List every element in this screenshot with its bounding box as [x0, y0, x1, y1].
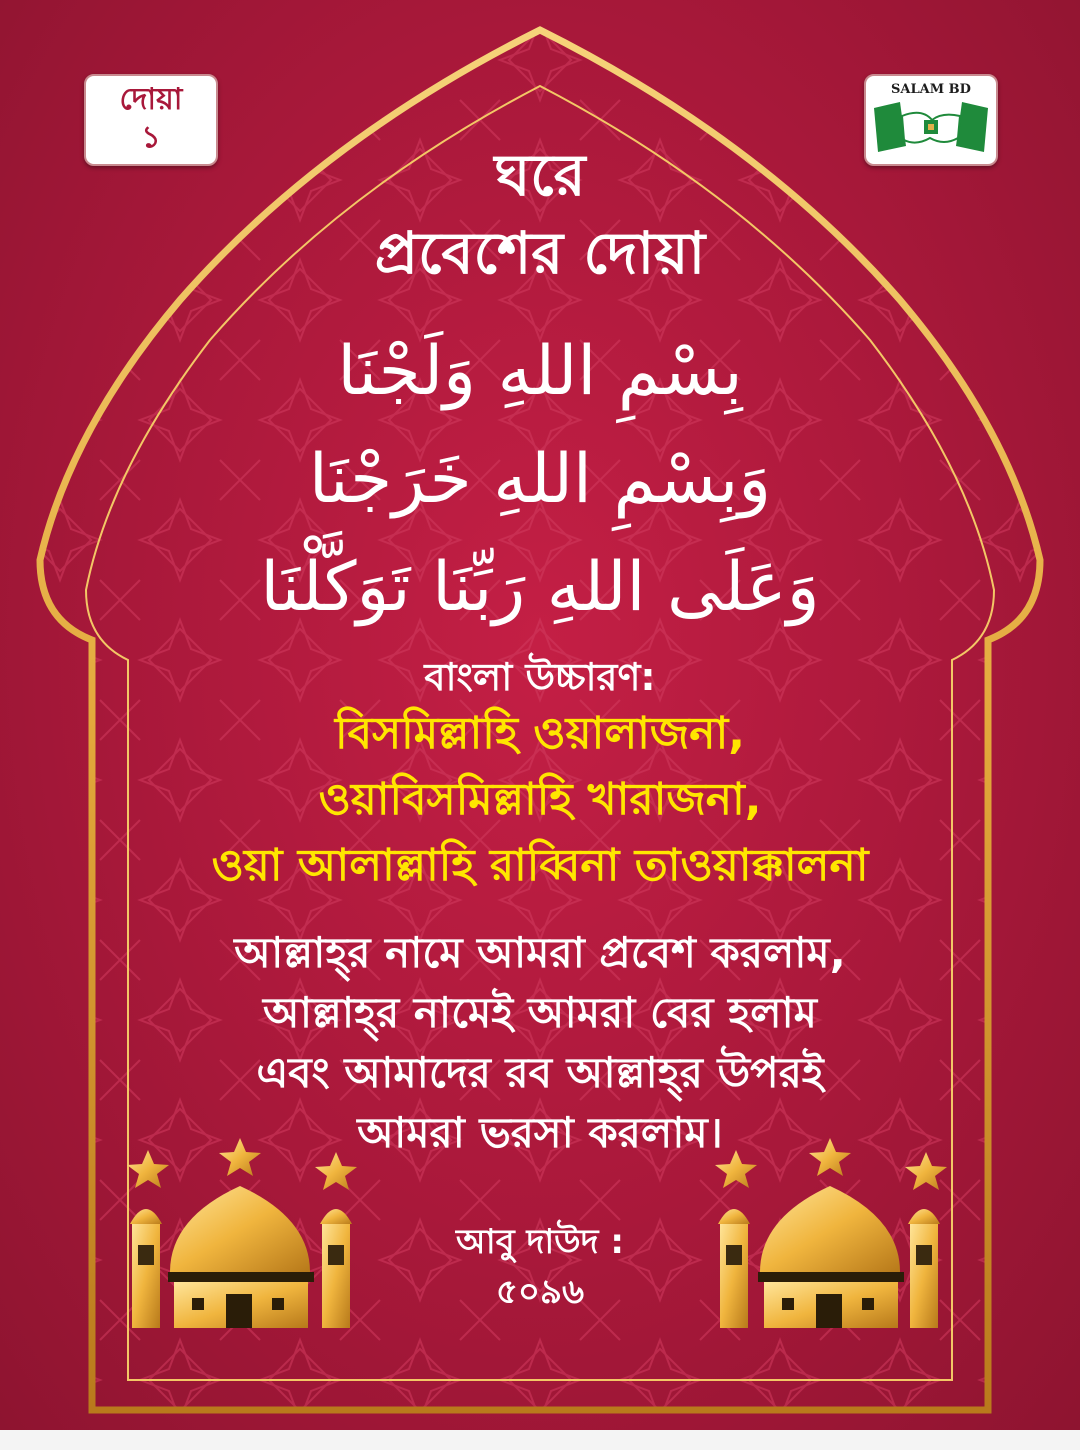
logo-brand-text: SALAM BD — [891, 82, 971, 97]
bottom-margin — [0, 1430, 1080, 1450]
meaning-line-4: আমরা ভরসা করলাম। — [357, 1108, 723, 1157]
meaning-line-1: আল্লাহ্‌র নামে আমরা প্রবেশ করলাম, — [234, 928, 846, 977]
meaning-line-3: এবং আমাদের রব আল্লাহ্‌র উপরই — [256, 1048, 824, 1097]
meaning-line-2: আল্লাহ্‌র নামেই আমরা বের হলাম — [263, 988, 817, 1037]
arabic-line-2: وَبِسْمِ اللهِ خَرَجْنَا — [308, 440, 772, 519]
pronunciation-line-1: বিসমিল্লাহি ওয়ালাজনা, — [335, 708, 745, 759]
badge-number: ১ — [141, 120, 161, 155]
title-line-2: প্রবেশের দোয়া — [374, 219, 706, 287]
arabic-line-3: وَعَلَى اللهِ رَبِّنَا تَوَكَّلْنَا — [260, 548, 820, 627]
badge-label: দোয়া — [119, 82, 183, 117]
pronunciation-line-3: ওয়া আলাল্লাহি রাব্বিনা তাওয়াক্কালনা — [211, 840, 869, 891]
reference-number: ৫০৯৬ — [495, 1272, 585, 1312]
arabic-line-1: بِسْمِ اللهِ وَلَجْنَا — [337, 332, 743, 411]
pronunciation-label: বাংলা উচ্চারণ: — [424, 655, 656, 699]
reference-source: আবু দাউদ : — [456, 1222, 624, 1262]
title-line-1: ঘরে — [494, 141, 586, 209]
pronunciation-line-2: ওয়াবিসমিল্লাহি খারাজনা, — [318, 774, 762, 825]
